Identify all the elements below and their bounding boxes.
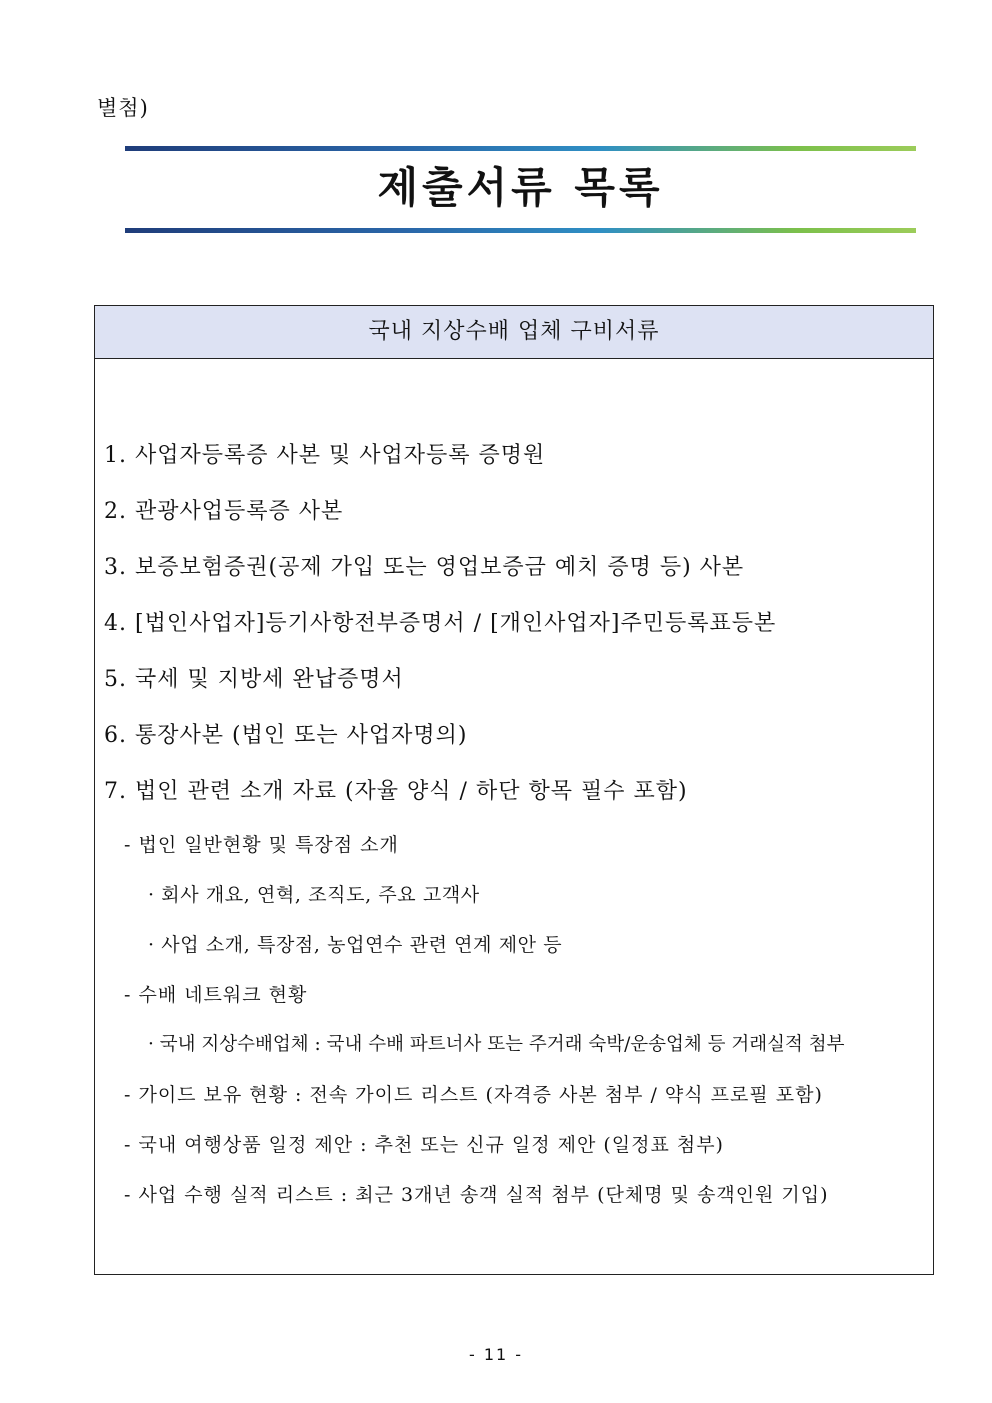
list-item: 7. 법인 관련 소개 자료 (자율 양식 / 하단 항목 필수 포함) [104, 779, 688, 804]
title-bottom-rule [125, 228, 916, 233]
sub-list-item: - 사업 수행 실적 리스트 : 최근 3개년 송객 실적 첨부 (단체명 및 송객인원 기입) [124, 1184, 829, 1206]
document-list [104, 428, 933, 1220]
sub-list-item: - 수배 네트워크 현황 [124, 984, 308, 1006]
detail-list-item: · 국내 지상수배업체 : 국내 수배 파트너사 또는 주거래 숙박/운송업체 등 거래실적 첨부 [148, 1034, 845, 1055]
sub-list-item: - 가이드 보유 현황 : 전속 가이드 리스트 (자격증 사본 첨부 / 약식 프로필 포함) [124, 1084, 823, 1106]
list-item: 2. 관광사업등록증 사본 [104, 499, 344, 524]
sub-list-item: - 국내 여행상품 일정 제안 : 추천 또는 신규 일정 제안 (일정표 첨부) [124, 1134, 724, 1156]
detail-list-item: · 회사 개요, 연혁, 조직도, 주요 고객사 [148, 884, 480, 906]
list-item: 5. 국세 및 지방세 완납증명서 [104, 667, 404, 692]
document-list-box [94, 305, 934, 1275]
list-item: 3. 보증보험증권(공제 가입 또는 영업보증금 예치 증명 등) 사본 [104, 555, 745, 580]
sub-list-item: - 법인 일반현황 및 특장점 소개 [124, 834, 399, 856]
attachment-label: 별첨) [97, 96, 149, 120]
list-item: 4. [법인사업자]등기사항전부증명서 / [개인사업자]주민등록표등본 [104, 611, 777, 636]
page-number: - 11 - [468, 1345, 524, 1364]
page-title: 제출서류 목록 [377, 163, 664, 212]
list-item: 1. 사업자등록증 사본 및 사업자등록 증명원 [104, 443, 546, 468]
section-header: 국내 지상수배 업체 구비서류 [95, 306, 933, 359]
title-top-rule [125, 146, 916, 151]
detail-list-item: · 사업 소개, 특장점, 농업연수 관련 연계 제안 등 [148, 934, 563, 956]
list-item: 6. 통장사본 (법인 또는 사업자명의) [104, 723, 468, 748]
